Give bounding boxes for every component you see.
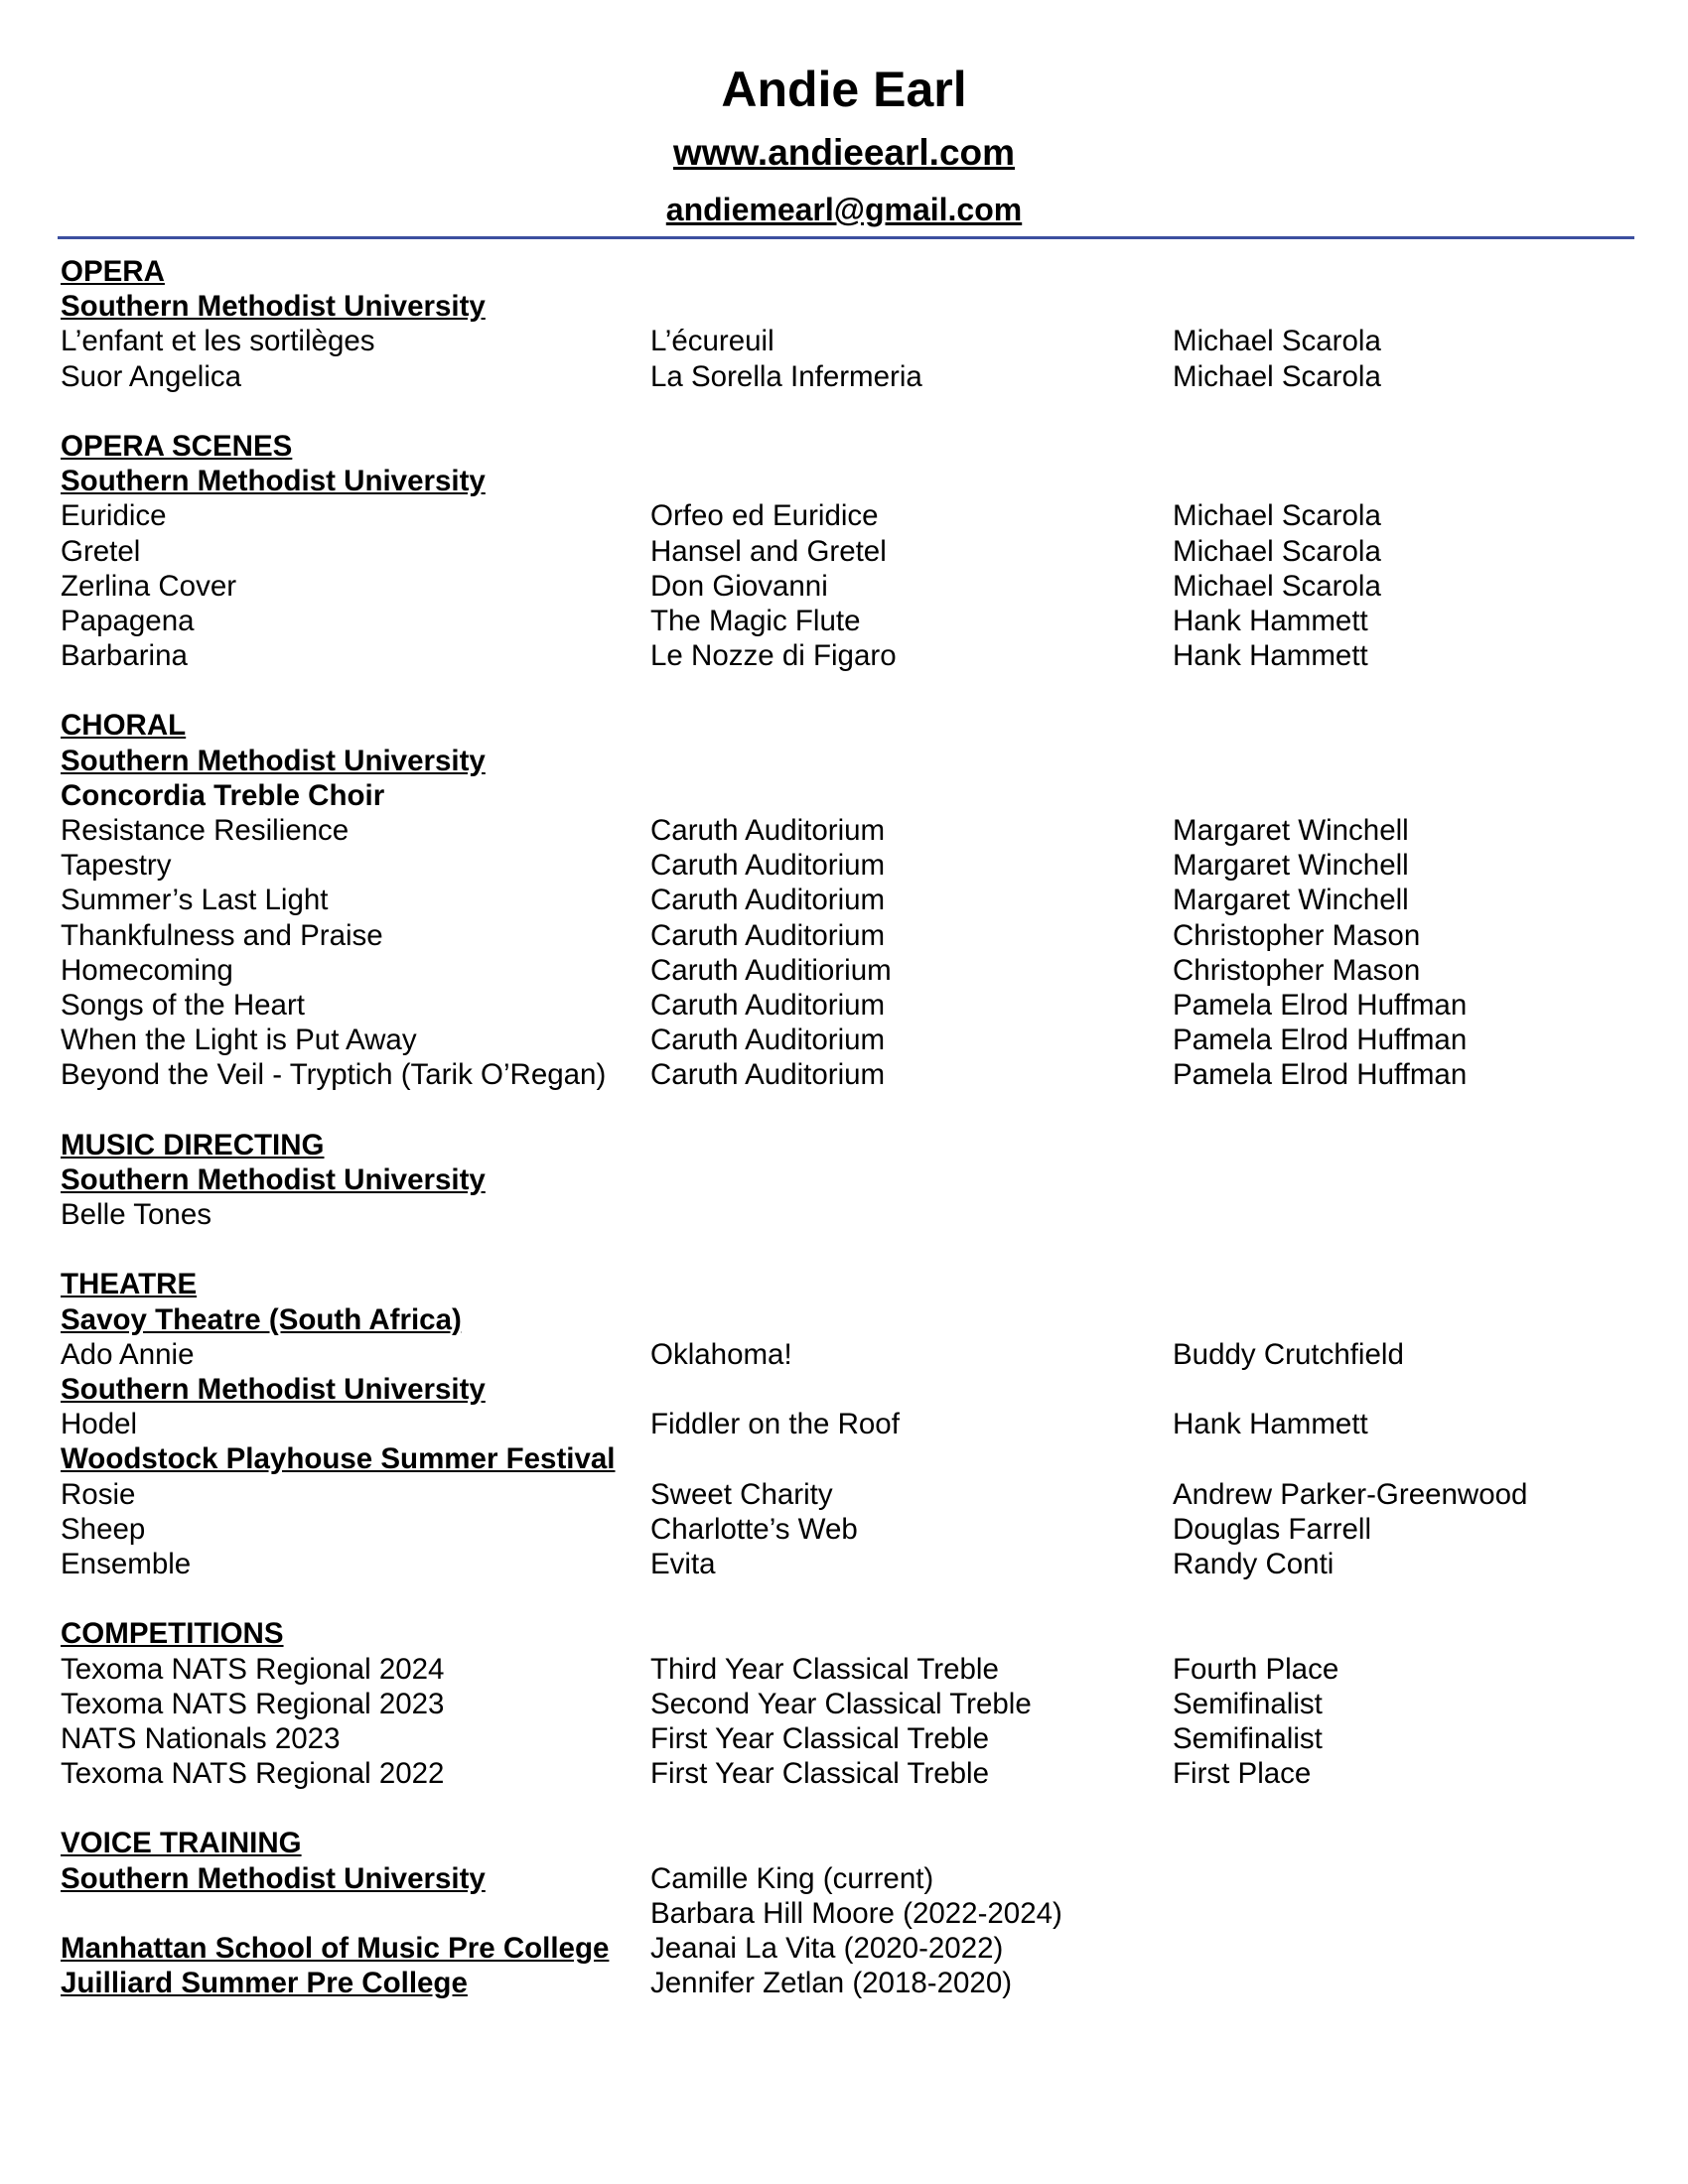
table-row: Juilliard Summer Pre College Jennifer Zetlan (2018-2020) [61,1967,1013,2000]
resume-body [61,254,1649,2000]
table-row: Barbara Hill Moore (2022-2024) [650,1896,1062,1930]
table-row: Texoma NATS Regional 2023 Second Year Classical Treble Semifinalist [61,1687,1323,1720]
list-item: Belle Tones [61,1198,211,1232]
table-row: Resistance Resilience Caruth Auditorium Margaret Winchell [61,814,1409,847]
table-row: Summer’s Last Light Caruth Auditorium Margaret Winchell [61,884,1409,917]
section-title-choral: CHORAL [61,709,187,743]
table-row: Texoma NATS Regional 2022 First Year Classical Treble First Place [61,1757,1312,1791]
table-row: When the Light is Put Away Caruth Auditorium Pamela Elrod Huffman [61,1024,1468,1057]
table-row: Zerlina Cover Don Giovanni Michael Scarola [61,569,1381,603]
org-heading: Southern Methodist University [61,290,486,324]
table-row: Sheep Charlotte’s Web Douglas Farrell [61,1512,1372,1546]
org-heading: Southern Methodist University [61,1373,486,1406]
table-row: Southern Methodist University Camille King (current) [61,1861,934,1895]
section-title-opera: OPERA [61,255,165,288]
table-row: Songs of the Heart Caruth Auditorium Pamela Elrod Huffman [61,988,1468,1022]
table-row: Thankfulness and Praise Caruth Auditorium Christopher Mason [61,918,1421,952]
ensemble-heading: Concordia Treble Choir [61,778,385,812]
section-title-music-directing: MUSIC DIRECTING [61,1128,325,1161]
table-row: Rosie Sweet Charity Andrew Parker-Greenwood [61,1477,1528,1511]
email-link[interactable]: andiemearl@gmail.com [665,192,1023,227]
table-row: Homecoming Caruth Auditiorium Christopher Mason [61,953,1421,987]
header-divider [58,236,1634,239]
section-title-competitions: COMPETITIONS [61,1617,284,1651]
table-row: Ado Annie Oklahoma! Buddy Crutchfield [61,1337,1404,1371]
org-heading: Southern Methodist University [61,744,486,777]
org-heading: Southern Methodist University [61,465,486,498]
table-row: NATS Nationals 2023 First Year Classical Treble Semifinalist [61,1721,1323,1755]
table-row: Barbarina Le Nozze di Figaro Hank Hammett [61,639,1368,673]
table-row: Gretel Hansel and Gretel Michael Scarola [61,534,1381,568]
table-row: Papagena The Magic Flute Hank Hammett [61,604,1368,637]
section-title-opera-scenes: OPERA SCENES [61,429,293,463]
table-row: Beyond the Veil - Tryptich (Tarik O’Regan) Caruth Auditorium Pamela Elrod Huffman [61,1058,1468,1092]
website-link[interactable]: www.andieearl.com [672,132,1016,173]
resume-header [0,62,1688,228]
table-row: Euridice Orfeo ed Euridice Michael Scarola [61,499,1381,533]
table-row: Suor Angelica La Sorella Infermeria Michael Scarola [61,359,1381,393]
table-row: L’enfant et les sortilèges L’écureuil Michael Scarola [61,325,1381,358]
table-row: Tapestry Caruth Auditorium Margaret Winchell [61,849,1409,883]
org-heading: Southern Methodist University [61,1162,486,1196]
org-heading: Savoy Theatre (South Africa) [61,1302,462,1336]
section-title-voice-training: VOICE TRAINING [61,1827,302,1860]
table-row: Manhattan School of Music Pre College Jeanai La Vita (2020-2022) [61,1932,1004,1965]
table-row: Texoma NATS Regional 2024 Third Year Classical Treble Fourth Place [61,1652,1339,1686]
section-title-theatre: THEATRE [61,1268,198,1301]
performer-name: Andie Earl [721,62,967,117]
table-row: Ensemble Evita Randy Conti [61,1547,1335,1580]
table-row: Hodel Fiddler on the Roof Hank Hammett [61,1408,1368,1441]
org-heading: Woodstock Playhouse Summer Festival [61,1442,616,1476]
